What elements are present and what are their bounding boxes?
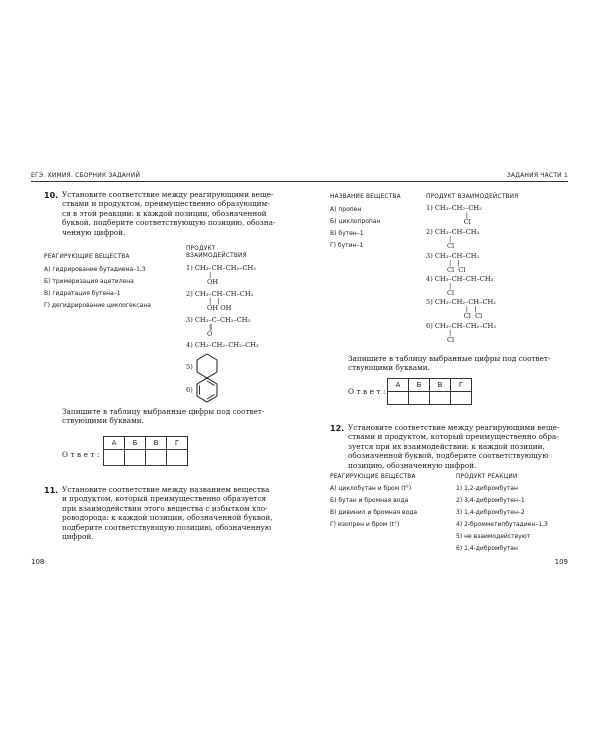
product-label: 3) — [426, 252, 433, 260]
task12-reactant-b: Б) бутан и бромная вода — [330, 497, 409, 504]
task10-reactant-a: А) гидрирование бутадиена–1,3 — [44, 266, 146, 273]
product-label: 3) — [186, 316, 193, 324]
task11-left-caption: НАЗВАНИЕ ВЕЩЕСТВА — [330, 194, 401, 200]
task11-product-1: 1) CH₃–CH₂–CH₂ | Cl — [426, 204, 482, 226]
task11-line: Установите соответствие между названием вещества — [62, 485, 270, 494]
header-cell-v: В — [430, 379, 451, 392]
product-label: 2) — [426, 228, 433, 236]
header-rule-left — [31, 181, 300, 182]
product-substituent: O — [186, 330, 213, 338]
product-substituent: Cl — [426, 242, 455, 250]
task12-reactant-a: А) циклобутан и бром (t°) — [330, 485, 412, 492]
task11-answer-table — [387, 378, 472, 405]
task10-line: ствами и продуктом, преимущественно образующим- — [62, 199, 270, 209]
answer-cell-b[interactable] — [125, 450, 146, 466]
task10-instruction — [62, 407, 288, 426]
product-substituent: Cl — [426, 289, 455, 297]
task12-line: зуется при их взаимодействии: к каждой позиции, — [348, 441, 545, 451]
header-cell-g: Г — [167, 437, 188, 450]
cyclohexane-structure — [196, 353, 218, 379]
task12-line: обозначенной буквой, подберите соответствующую — [348, 451, 549, 461]
product-formula: CH₃–CH₂–CH–CH₂ — [434, 298, 496, 306]
right-page — [300, 0, 600, 750]
task10-product-5-label: 5) — [186, 363, 193, 371]
task12-right-caption: ПРОДУКТ РЕАКЦИИ — [456, 474, 518, 480]
task11-answer-label: Ответ: — [348, 387, 388, 396]
product-formula: CH₃–C–CH₂–CH₃ — [194, 316, 251, 324]
answer-cell-g[interactable] — [451, 392, 472, 405]
task11-line: при взаимодействии этого вещества с избытком хло- — [62, 503, 268, 513]
task10-product-2: 2) CH₃–CH–CH–CH₃ | | OH OH — [186, 290, 254, 312]
task10-product-6-label: 6) — [186, 386, 193, 394]
task10-reactant-c: В) гидратация бутена–1 — [44, 290, 121, 297]
header-cell-g: Г — [451, 379, 472, 392]
product-substituent: Cl — [426, 336, 455, 344]
product-substituent: OH OH — [186, 304, 232, 312]
product-formula: CH₃–CH–CH₂–CH₃ — [194, 264, 256, 272]
instruction-line: Запишите в таблицу выбранные цифры под соответ- — [62, 407, 265, 416]
product-substituent: Cl — [426, 218, 471, 226]
task11-substance-b: Б) циклопропан — [330, 218, 381, 225]
running-header-right: ЗАДАНИЯ ЧАСТИ 1 — [506, 172, 568, 179]
task10-product-3: 3) CH₃–C–CH₂–CH₃ ‖ O — [186, 316, 251, 338]
task12-line: ствами и продуктом, который преимущественно обра- — [348, 432, 559, 442]
instruction-line: ствующими буквами. — [62, 416, 144, 426]
task10-reactant-d: Г) дегидрирование циклогексана — [44, 302, 151, 309]
answer-cell-v[interactable] — [430, 392, 451, 405]
task12-product-5: 5) не взаимодействуют — [456, 533, 531, 540]
caption-line: ВЗАИМОДЕЙСТВИЯ — [186, 253, 247, 259]
task11-text — [62, 485, 288, 541]
product-label: 6) — [426, 322, 433, 330]
task10-number: 10. — [44, 191, 59, 200]
product-label: 2) — [186, 290, 193, 298]
task11-product-5: 5) CH₃–CH₂–CH–CH₂ | | Cl Cl — [426, 298, 496, 320]
task11-number: 11. — [44, 486, 59, 495]
task12-line: позицию, обозначенную цифрой. — [348, 460, 477, 470]
benzene-structure — [196, 377, 218, 403]
task10-answer-table — [103, 436, 188, 466]
task10-text — [62, 190, 288, 237]
header-cell-a: А — [388, 379, 409, 392]
header-cell-a: А — [104, 437, 125, 450]
task11-line: цифрой. — [62, 532, 94, 542]
product-formula: CH₃–CH–CH₂–CH₃ — [434, 322, 496, 330]
product-label: 4) — [426, 275, 433, 283]
product-formula: CH₃–CH–CH₂ — [434, 252, 480, 260]
task10-reactant-b: Б) тримеризация ацетилена — [44, 278, 134, 285]
answer-cell-g[interactable] — [167, 450, 188, 466]
task11-line: подберите соответствующую позицию, обозначенную — [62, 522, 272, 532]
task10-line: ся в этой реакции: к каждой позиции, обозначенной — [62, 208, 267, 218]
product-formula: CH₃–CH–CH₃ — [434, 228, 480, 236]
answer-cell-v[interactable] — [146, 450, 167, 466]
page-number-left: 108 — [31, 558, 45, 566]
task11-product-4: 4) CH₃–CH–CH–CH₃ | Cl — [426, 275, 494, 297]
header-cell-b: Б — [125, 437, 146, 450]
task12-product-3: 3) 1,4-дибромбутен–2 — [456, 509, 525, 516]
task12-number: 12. — [330, 424, 345, 433]
product-label: 4) — [186, 341, 193, 349]
task10-left-caption: РЕАГИРУЮЩИЕ ВЕЩЕСТВА — [44, 254, 130, 260]
product-label: 1) — [186, 264, 193, 272]
answer-cell-a[interactable] — [104, 450, 125, 466]
instruction-line: Запишите в таблицу выбранные цифры под соответ- — [348, 354, 551, 363]
task12-reactant-d: Г) изопрен и бром (t°) — [330, 521, 400, 528]
product-formula: CH₃–CH₂–CH₂–CH₃ — [194, 341, 259, 349]
task12-left-caption: РЕАГИРУЮЩИЕ ВЕЩЕСТВА — [330, 474, 416, 480]
answer-cell-b[interactable] — [409, 392, 430, 405]
product-formula: CH₃–CH₂–CH₂ — [434, 204, 482, 212]
task10-line: Установите соответствие между реагирующими веще- — [62, 190, 274, 199]
task11-substance-a: А) пропен — [330, 206, 362, 213]
product-formula: CH₃–CH–CH–CH₃ — [194, 290, 254, 298]
task10-line: буквой, подберите соответствующую позицию, обозна- — [62, 218, 276, 228]
task11-instruction — [348, 354, 574, 373]
task12-reactant-c: В) дивинил и бромная вода — [330, 509, 418, 516]
task12-product-1: 1) 1,2-дибромбутан — [456, 485, 518, 492]
header-rule-right — [300, 181, 568, 182]
task10-product-4 — [186, 341, 259, 349]
answer-cell-a[interactable] — [388, 392, 409, 405]
product-substituent: Cl Cl — [426, 266, 466, 274]
product-substituent: OH — [186, 278, 219, 286]
task11-line: и продуктом, который преимущественно образуется — [62, 494, 267, 504]
caption-line: ПРОДУКТ — [186, 246, 216, 252]
task12-line: Установите соответствие между реагирующими веще- — [348, 423, 560, 432]
task11-product-6: 6) CH₃–CH–CH₂–CH₃ | Cl — [426, 322, 496, 344]
task10-right-caption — [186, 246, 247, 260]
task12-product-6: 6) 1,4-дибромбутан — [456, 545, 518, 552]
task11-substance-c: В) бутен–1 — [330, 230, 364, 237]
instruction-line: ствующими буквами. — [348, 363, 430, 373]
task12-product-4: 4) 2-бромметилбутадиен–1,3 — [456, 521, 548, 528]
header-cell-b: Б — [409, 379, 430, 392]
task11-right-caption: ПРОДУКТ ВЗАИМОДЕЙСТВИЯ — [426, 194, 519, 200]
task11-product-3: 3) CH₃–CH–CH₂ | | Cl Cl — [426, 252, 480, 274]
product-formula: CH₃–CH–CH–CH₃ — [434, 275, 494, 283]
task10-product-1: 1) CH₃–CH–CH₂–CH₃ | OH — [186, 264, 256, 286]
task12-text — [348, 423, 570, 470]
task11-product-2: 2) CH₃–CH–CH₃ | Cl — [426, 228, 480, 250]
product-substituent: Cl Cl — [426, 312, 483, 320]
header-cell-v: В — [146, 437, 167, 450]
product-label: 1) — [426, 204, 433, 212]
product-label: 5) — [426, 298, 433, 306]
running-header-left: ЕГЭ. ХИМИЯ. СБОРНИК ЗАДАНИЙ — [31, 172, 141, 179]
task12-product-2: 2) 3,4-дибромбутен–1 — [456, 497, 525, 504]
task10-line: ченную цифрой. — [62, 227, 126, 237]
task11-substance-d: Г) бутин–1 — [330, 242, 364, 249]
page-number-right: 109 — [554, 558, 568, 566]
task10-answer-label: Ответ: — [62, 450, 102, 459]
task11-line: роводорода: к каждой позиции, обозначенной буквой, — [62, 513, 273, 523]
